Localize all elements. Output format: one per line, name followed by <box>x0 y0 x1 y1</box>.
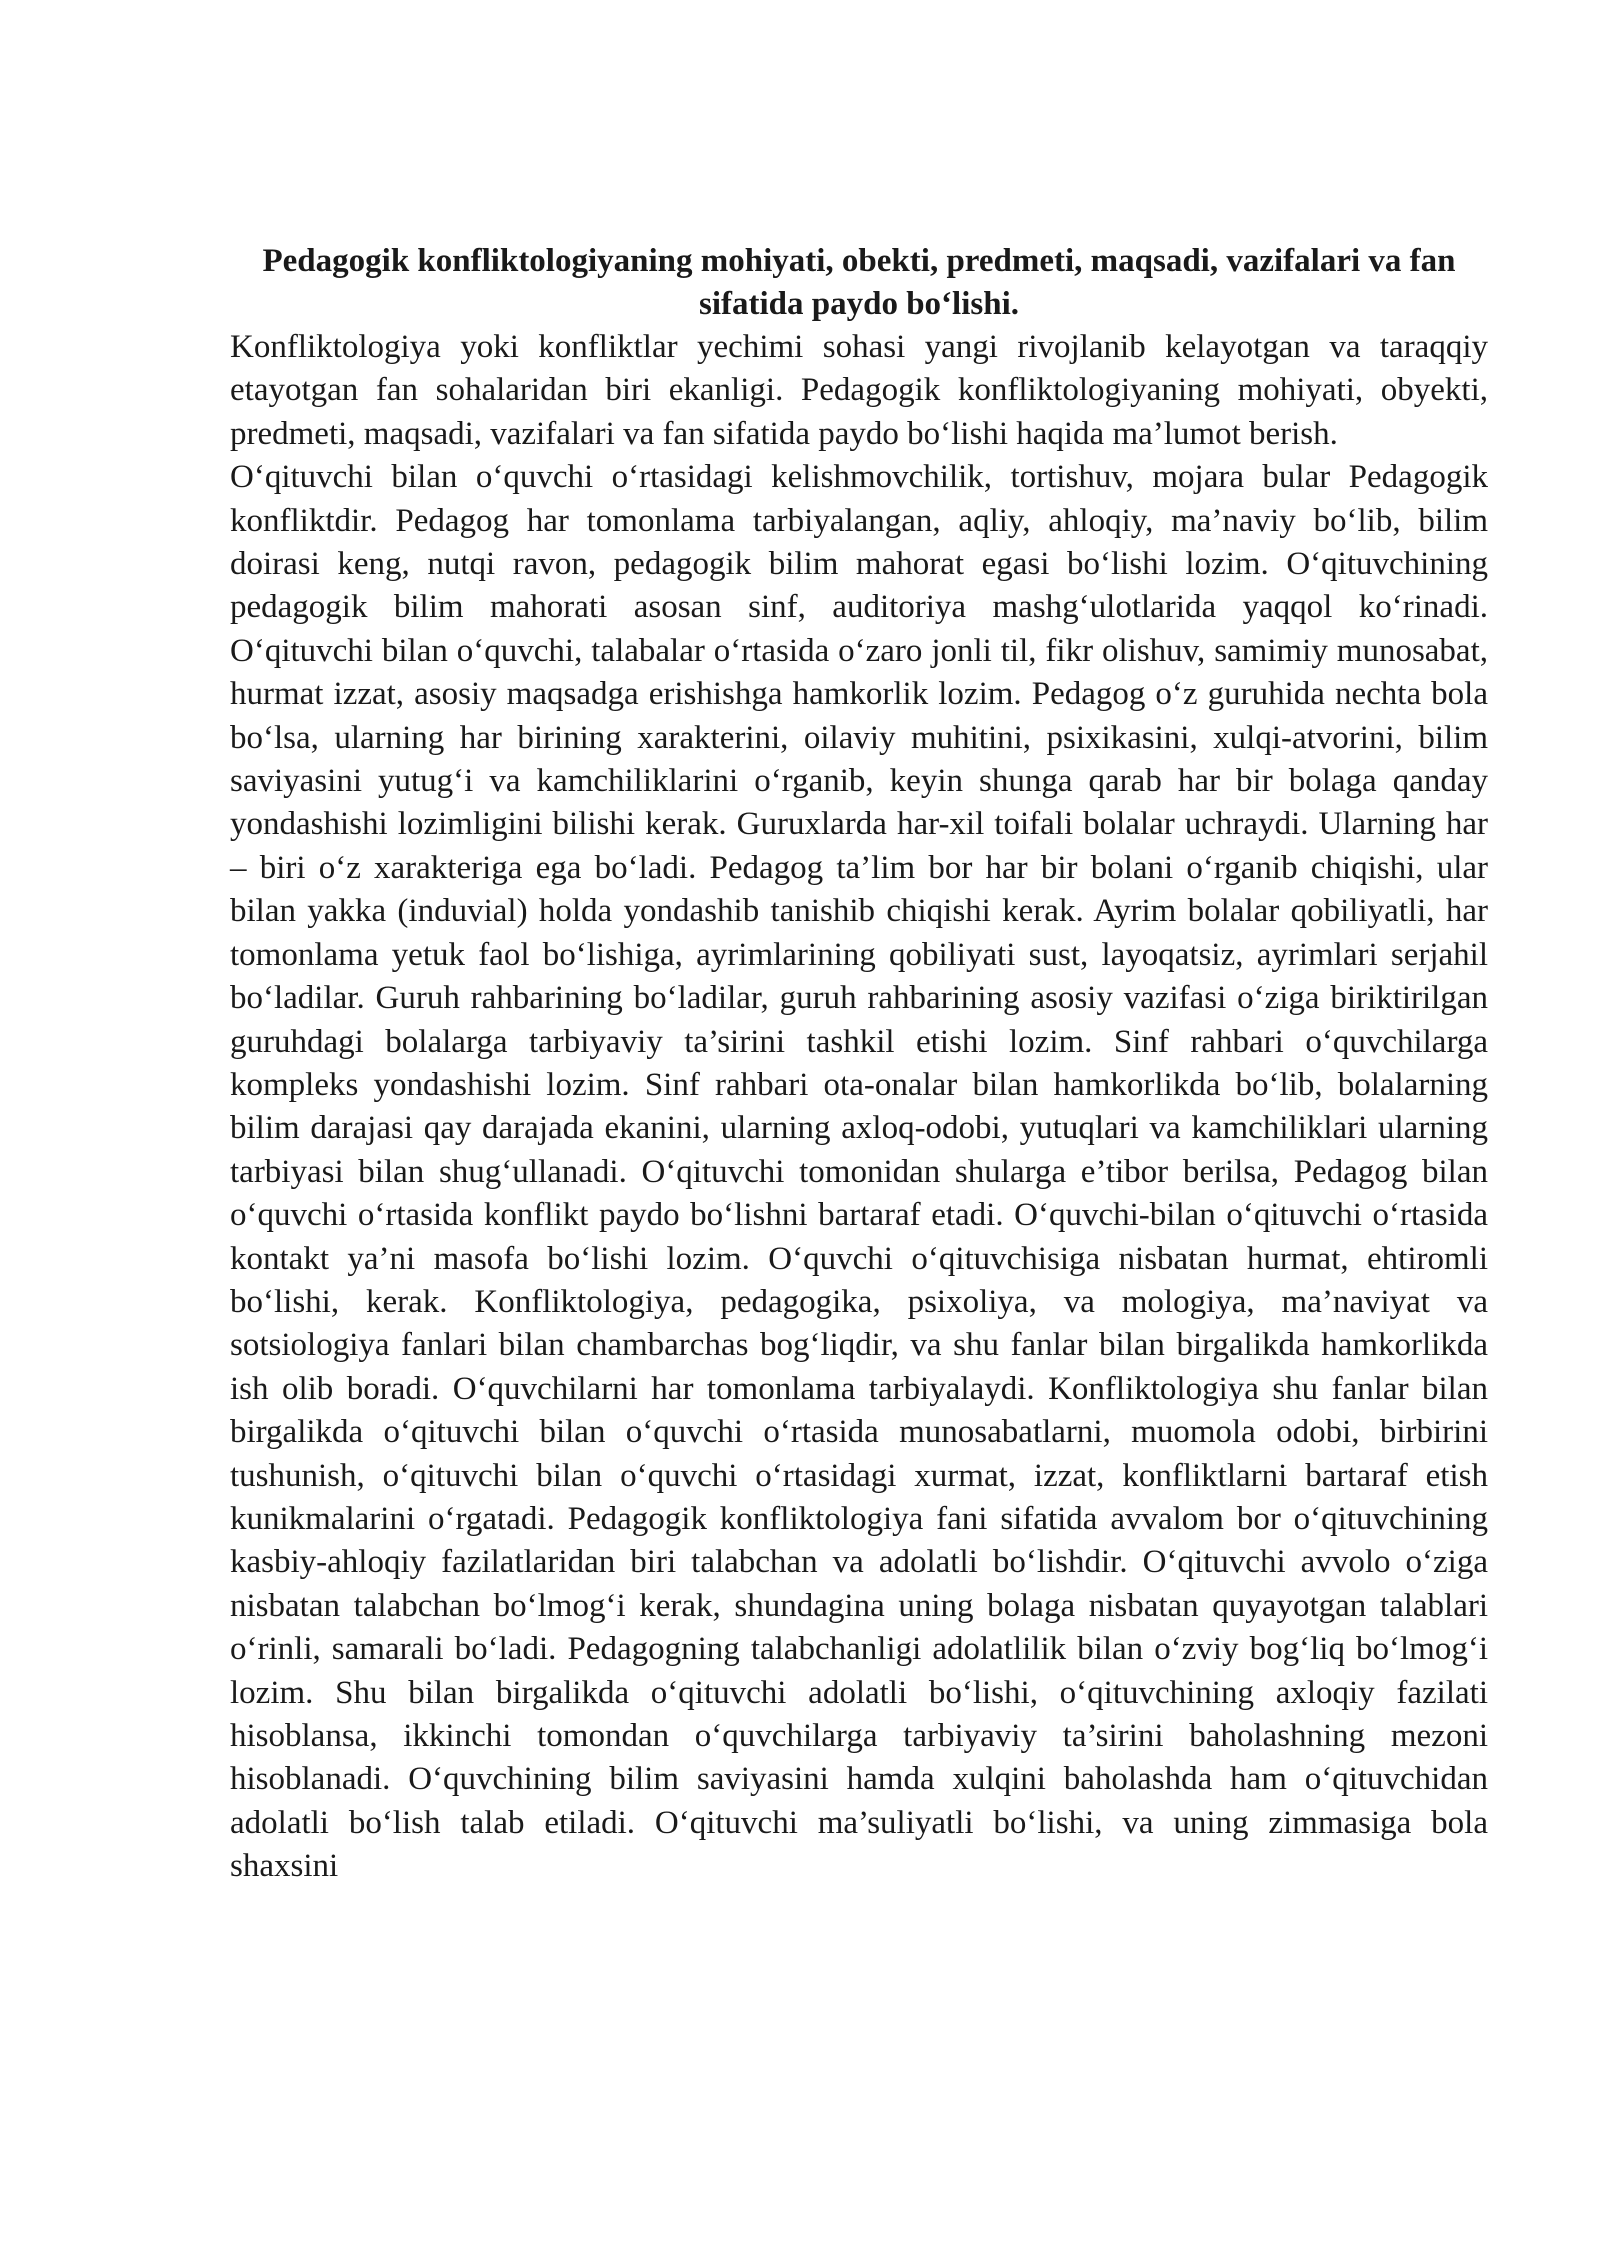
body-paragraph: O‘qituvchi bilan o‘quvchi o‘rtasidagi kelishmovchilik, tortishuv, mojara bular Pedagogik konfliktdir. Pedagog har tomonlama tarbiyalangan, aqliy, ahloqiy, ma’naviy bo‘lib, bilim doirasi keng, nutqi ravon, pedagogik bilim mahorat egasi bo‘lishi lozim. O‘qituvchining pedagogik bilim mahorati asosan sinf, auditoriya mashg‘ulotlarida yaqqol ko‘rinadi. O‘qituvchi bilan o‘quvchi, talabalar o‘rtasida o‘zaro jonli til, fikr olishuv, samimiy munosabat, hurmat izzat, asosiy maqsadga erishishga hamkorlik lozim. Pedagog o‘z guruhida nechta bola bo‘lsa, ularning har birining xarakterini, oilaviy muhitini, psixikasini, xulqi-atvorini, bilim saviyasini yutug‘i va kamchiliklarini o‘rganib, keyin shunga qarab har bir bolaga qanday yondashishi lozimligini bilishi kerak. Guruxlarda har-xil toifali bolalar uchraydi. Ularning har – biri o‘z xarakteriga ega bo‘ladi. Pedagog ta’lim bor har bir bolani o‘rganib chiqishi, ular bilan yakka (induvial) holda yondashib tanishib chiqishi kerak. Ayrim bolalar qobiliyatli, har tomonlama yetuk faol bo‘lishiga, ayrimlarining qobiliyati sust, layoqatsiz, ayrimlari serjahil bo‘ladilar. Guruh rahbarining bo‘ladilar, guruh rahbarining asosiy vazifasi o‘ziga biriktirilgan guruhdagi bolalarga tarbiyaviy ta’sirini tashkil etishi lozim. Sinf rahbari o‘quvchilarga kompleks yondashishi lozim. Sinf rahbari ota-onalar bilan hamkorlikda bo‘lib, bolalarning bilim darajasi qay darajada ekanini, ularning axloq-odobi, yutuqlari va kamchiliklari ularning tarbiyasi bilan shug‘ullanadi. O‘qituvchi tomonidan shularga e’tibor berilsa, Pedagog bilan o‘quvchi o‘rtasida konflikt paydo bo‘lishni bartaraf etadi. O‘quvchi-bilan o‘qituvchi o‘rtasida kontakt ya’ni masofa bo‘lishi lozim. O‘quvchi o‘qituvchisiga nisbatan hurmat, ehtiromli bo‘lishi, kerak. Konfliktologiya, pedagogika, psixoliya, va mologiya, ma’naviyat va sotsiologiya fanlari bilan chambarchas bog‘liqdir, va shu fanlar bilan birgalikda hamkorlikda ish olib boradi. O‘quvchilarni har tomonlama tarbiyalaydi. Konfliktologiya shu fanlar bilan birgalikda o‘qituvchi bilan o‘quvchi o‘rtasida munosabatlarni, muomola odobi, birbirini tushunish, o‘qituvchi bilan o‘quvchi o‘rtasidagi xurmat, izzat, konfliktlarni bartaraf etish kunikmalarini o‘rgatadi. Pedagogik konfliktologiya fani sifatida avvalom bor o‘qituvchining kasbiy-ahloqiy fazilatlaridan biri talabchan va adolatli bo‘lishdir. O‘qituvchi avvolo o‘ziga nisbatan talabchan bo‘lmog‘i kerak, shundagina uning bolaga nisbatan quyayotgan talablari o‘rinli, samarali bo‘ladi. Pedagogning talabchanligi adolatlilik bilan o‘zviy bog‘liq bo‘lmog‘i lozim. Shu bilan birgalikda o‘qituvchi adolatli bo‘lishi, o‘qituvchining axloqiy fazilati hisoblansa, ikkinchi tomondan o‘quvchilarga tarbiyaviy ta’sirini baholashning mezoni hisoblanadi. O‘quvchining bilim saviyasini hamda xulqini baholashda ham o‘qituvchidan adolatli bo‘lish talab etiladi. O‘qituvchi ma’suliyatli bo‘lishi, va uning zimmasiga bola shaxsini <box>230 459 1488 1885</box>
document-title: Pedagogik konfliktologiyaning mohiyati, obekti, predmeti, maqsadi, vazifalari va fan sifatida paydo bo‘lishi. <box>262 243 1456 322</box>
intro-paragraph: Konfliktologiya yoki konfliktlar yechimi sohasi yangi rivojlanib kelayotgan va taraqqiy etayotgan fan sohalaridan biri ekanligi. Pedagogik konfliktologiyaning mohiyati, obyekti, predmeti, maqsadi, vazifalari va fan sifatida paydo bo‘lishi haqida ma’lumot berish. <box>230 329 1488 452</box>
document-page <box>230 240 1488 1889</box>
